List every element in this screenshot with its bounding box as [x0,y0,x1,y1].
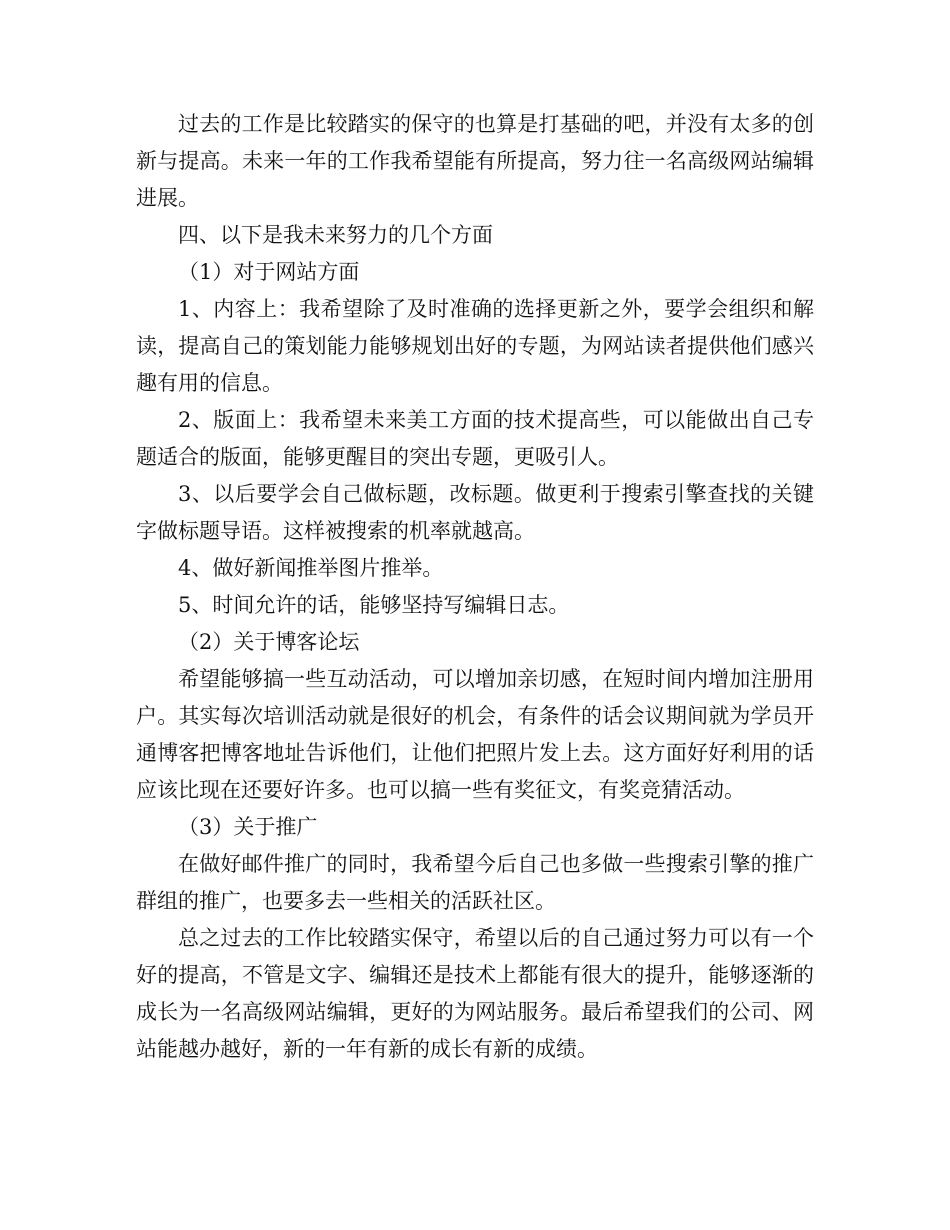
paragraph-titles: 3、以后要学会自己做标题，改标题。做更利于搜索引擎查找的关键字做标题导语。这样被搜索的机率就越高。 [136,482,814,543]
paragraph-promotion: 在做好邮件推广的同时，我希望今后自己也多做一些搜索引擎的推广群组的推广，也要多去一些相关的活跃社区。 [136,852,814,913]
paragraph-log: 5、时间允许的话，能够坚持写编辑日志。 [178,593,570,617]
paragraph-layout: 2、版面上：我希望未来美工方面的技术提高些，可以能做出自己专题适合的版面，能够更醒目的突出专题，更吸引人。 [136,408,814,469]
paragraph-blog: 希望能够搞一些互动活动，可以增加亲切感，在短时间内增加注册用户。其实每次培训活动就是很好的机会，有条件的话会议期间就为学员开通博客把博客地址告诉他们，让他们把照片发上去。这方面好好利用的话应该比现在还要好许多。也可以搞一些有奖征文，有奖竞猜活动。 [136,667,814,802]
document-body [136,106,814,1068]
subheading-blog-forum: （2）关于博客论坛 [178,630,360,654]
paragraph-intro: 过去的工作是比较踏实的保守的也算是打基础的吧，并没有太多的创新与提高。未来一年的工作我希望能有所提高，努力往一名高级网站编辑进展。 [136,112,814,210]
paragraph-news: 4、做好新闻推举图片推举。 [178,556,444,580]
subheading-promotion: （3）关于推广 [178,815,318,839]
subheading-website: （1）对于网站方面 [178,260,360,284]
section-heading-four: 四、以下是我未来努力的几个方面 [178,223,493,247]
paragraph-conclusion: 总之过去的工作比较踏实保守，希望以后的自己通过努力可以有一个好的提高，不管是文字、编辑还是技术上都能有很大的提升，能够逐渐的成长为一名高级网站编辑，更好的为网站服务。最后希望我们的公司、网站能越办越好，新的一年有新的成长有新的成绩。 [136,926,814,1061]
paragraph-content: 1、内容上：我希望除了及时准确的选择更新之外，要学会组织和解读，提高自己的策划能力能够规划出好的专题，为网站读者提供他们感兴趣有用的信息。 [136,297,814,395]
